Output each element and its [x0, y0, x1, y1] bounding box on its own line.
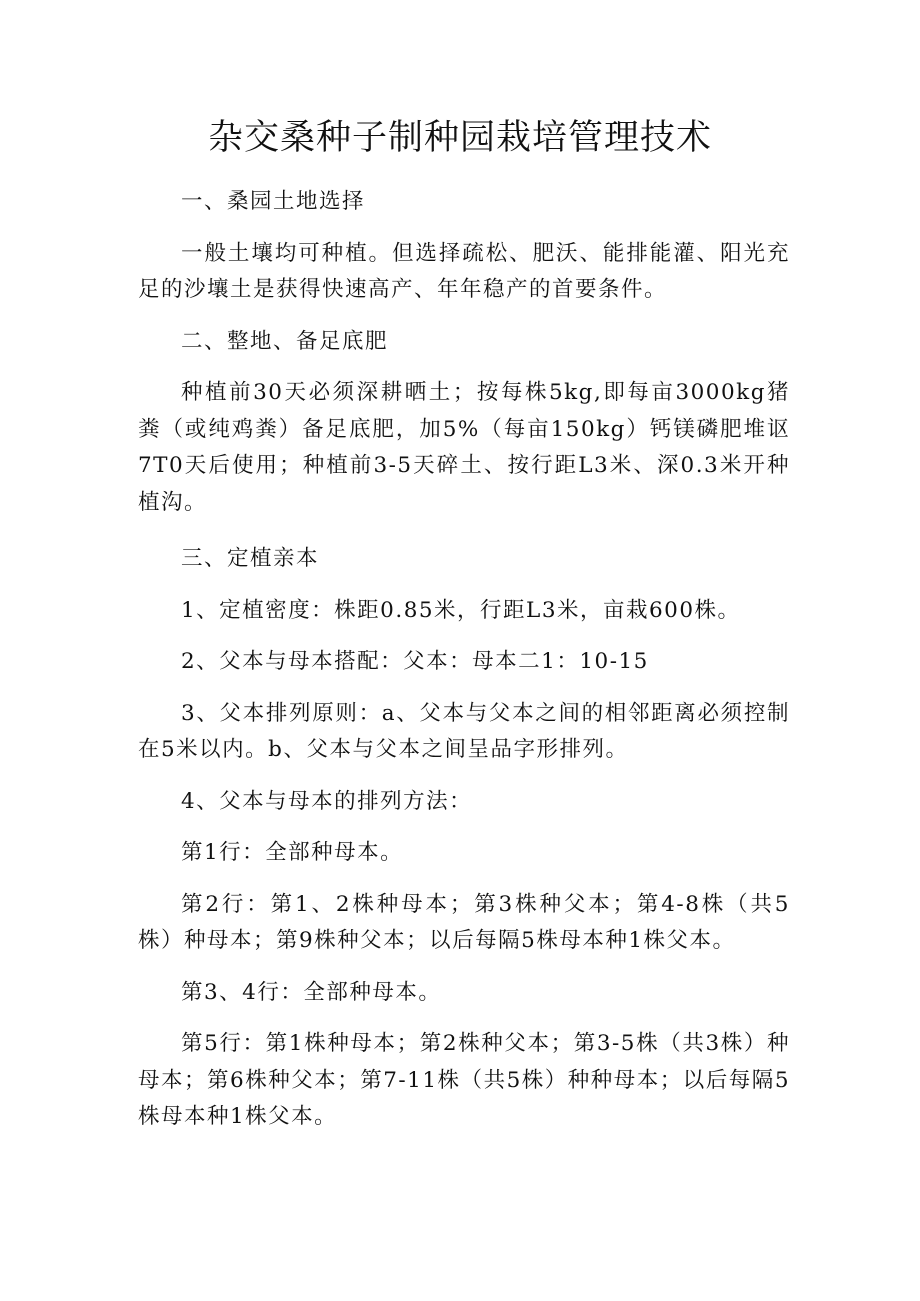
document-title: 杂交桑种子制种园栽培管理技术: [207, 118, 712, 158]
section-heading-land-selection: 一、桑园土地选择: [181, 189, 366, 214]
paragraph-soil: 一般土壤均可种植。但选择疏松、肥沃、能排能灌、阳光充足的沙壤土是获得快速高产、年年稳产的首要条件。: [138, 240, 790, 302]
section-heading-land-prep: 二、整地、备足底肥: [181, 328, 389, 354]
paragraph-row-2: 第2行：第1、2株种母本；第3株种父本；第4-8株（共5株）种母本；第9株种父本；以后每隔5株母本种1株父本。: [138, 891, 790, 953]
paragraph-row-1: 第1行：全部种母本。: [181, 840, 404, 865]
section-heading-planting: 三、定植亲本: [181, 546, 320, 571]
paragraph-fertilizer: 种植前30天必须深耕晒土；按每株5kg,即每亩3000kg猪粪（或纯鸡粪）备足底肥，加5%（每亩150kg）钙镁磷肥堆讴7T0天后使用；种植前3-5天碎土、按行距L3米、深0.3米开种植沟。: [138, 380, 790, 515]
paragraph-arrangement-principle: 3、父本排列原则：a、父本与父本之间的相邻距离必须控制在5米以内。b、父本与父本之间呈品字形排列。: [138, 700, 790, 762]
paragraph-row-5: 第5行：第1株种母本；第2株种父本；第3-5株（共3株）种母本；第6株种父本；第7-11株（共5株）种种母本；以后每隔5株母本种1株父本。: [138, 1031, 790, 1129]
paragraph-arrangement-method: 4、父本与母本的排列方法：: [181, 788, 473, 814]
document-body: [138, 184, 790, 1136]
paragraph-row-3-4: 第3、4行：全部种母本。: [181, 979, 442, 1005]
paragraph-density: 1、定植密度：株距0.85米，行距L3米，亩栽600株。: [181, 597, 741, 623]
paragraph-ratio: 2、父本与母本搭配：父本：母本二1：10-15: [181, 649, 649, 674]
